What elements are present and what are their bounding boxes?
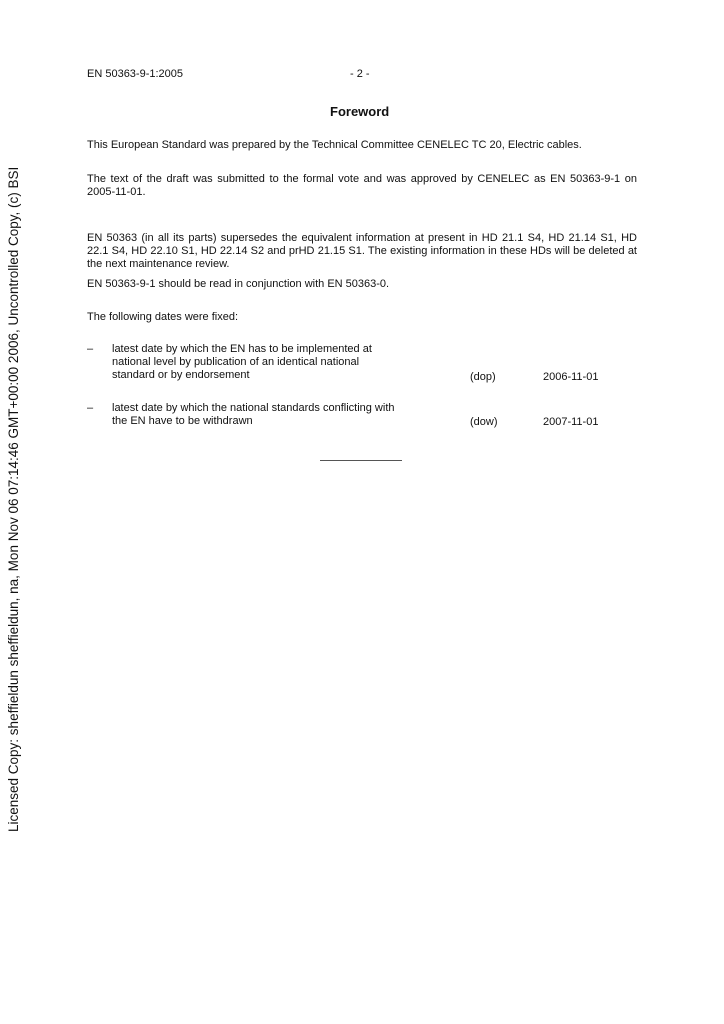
date-item-abbr: (dow) xyxy=(470,416,498,428)
section-title: Foreword xyxy=(330,104,390,119)
date-item-abbr: (dop) xyxy=(470,371,496,383)
end-divider xyxy=(320,460,402,461)
date-item-dow xyxy=(87,402,647,430)
date-item-text: latest date by which the EN has to be implemented at national level by publication of an identical national standard or by endorsement xyxy=(112,343,372,381)
date-item-dop xyxy=(87,343,647,383)
date-item-text: latest date by which the national standards conflicting with the EN have to be withdrawn xyxy=(112,402,395,427)
license-watermark: Licensed Copy: sheffieldun sheffieldun, na, Mon Nov 06 07:14:46 GMT+00:00 2006, Uncontrolled Copy, (c) BSI xyxy=(6,166,21,832)
paragraph-dates-intro: The following dates were fixed: xyxy=(87,311,239,323)
paragraph-supersedes: EN 50363 (in all its parts) supersedes the equivalent information at present in HD 21.1 S4, HD 21.14 S1, HD 22.1 S4, HD 22.10 S1, HD 22.14 S2 and prHD 21.15 S1. The existing information in these HDs will be deleted at the next maintenance review. xyxy=(87,232,637,270)
paragraph-approval: The text of the draft was submitted to the formal vote and was approved by CENELEC as EN 50363-9-1 on 2005-11-01. xyxy=(87,173,637,198)
document-id: EN 50363-9-1:2005 xyxy=(87,68,184,80)
paragraph-committee: This European Standard was prepared by the Technical Committee CENELEC TC 20, Electric cables. xyxy=(87,139,582,151)
page-number: - 2 - xyxy=(350,68,370,80)
date-item-value: 2007-11-01 xyxy=(543,416,599,428)
paragraph-conjunction: EN 50363-9-1 should be read in conjunction with EN 50363-0. xyxy=(87,278,390,290)
date-item-value: 2006-11-01 xyxy=(543,371,599,383)
list-dash: – xyxy=(87,402,94,414)
list-dash: – xyxy=(87,343,94,355)
